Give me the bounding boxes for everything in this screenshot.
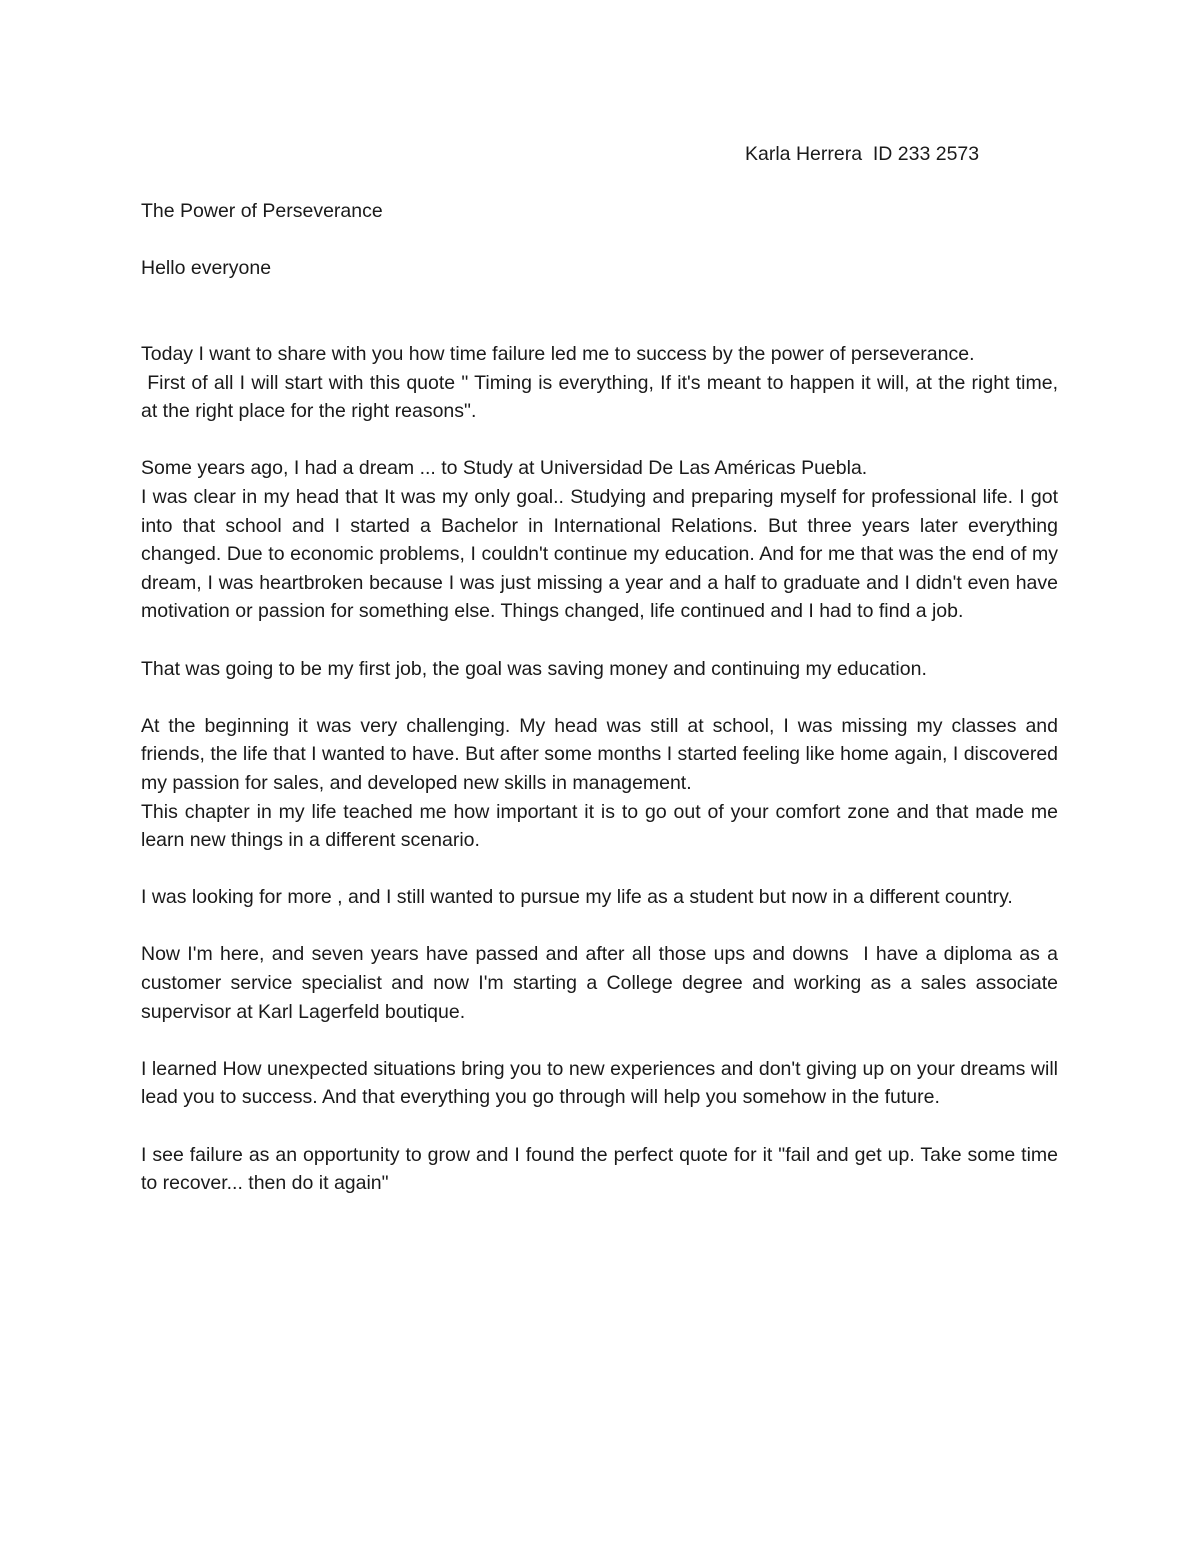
author-id-line: Karla Herrera ID 233 2573: [745, 143, 980, 165]
paragraph-beginning: At the beginning it was very challenging. My head was still at school, I was missing my classes and friends, the life that I wanted to have. But after some months I started feeling like home again, I discovered my passion for sales, and developed new skills in management.: [141, 714, 1064, 794]
paragraph-intro: Today I want to share with you how time failure led me to success by the power of perseverance.: [141, 343, 975, 365]
paragraph-closing: I see failure as an opportunity to grow and I found the perfect quote for it "fail and get up. Take some time to recover... then do it again": [141, 1143, 1064, 1195]
paragraph-looking-for-more: I was looking for more , and I still wanted to pursue my life as a student but now in a different country.: [141, 886, 1013, 909]
paragraph-quote: First of all I will start with this quote " Timing is everything, If it's meant to happen it will, at the right time, at the right place for the right reasons".: [141, 371, 1064, 423]
paragraph-chapter: This chapter in my life teached me how important it is to go out of your comfort zone and that made me learn new things in a different scenario.: [141, 800, 1064, 852]
greeting: Hello everyone: [141, 257, 272, 279]
paragraph-story: I was clear in my head that It was my only goal.. Studying and preparing myself for professional life. I got into that school and I started a Bachelor in International Relations. But three years later everything changed. Due to economic problems, I couldn't continue my education. And for me that was the end of my dream, I was heartbroken because I was just missing a year and a half to graduate and I didn't even have motivation or passion for something else. Things changed, life continued and I had to find a job.: [141, 485, 1064, 623]
paragraph-learned: I learned How unexpected situations bring you to new experiences and don't giving up on your dreams will lead you to success. And that everything you go through will help you somehow in the future.: [141, 1057, 1064, 1109]
paragraph-now: Now I'm here, and seven years have passed and after all those ups and downs I have a diploma as a customer service specialist and now I'm starting a College degree and working as a sales associate supervisor at Karl Lagerfeld boutique.: [141, 943, 1064, 1023]
document-title: The Power of Perseverance: [141, 200, 383, 222]
paragraph-first-job: That was going to be my first job, the goal was saving money and continuing my education.: [141, 657, 927, 680]
document-body: [141, 340, 1064, 1226]
paragraph-dream: Some years ago, I had a dream ... to Study at Universidad De Las Américas Puebla.: [141, 457, 868, 480]
